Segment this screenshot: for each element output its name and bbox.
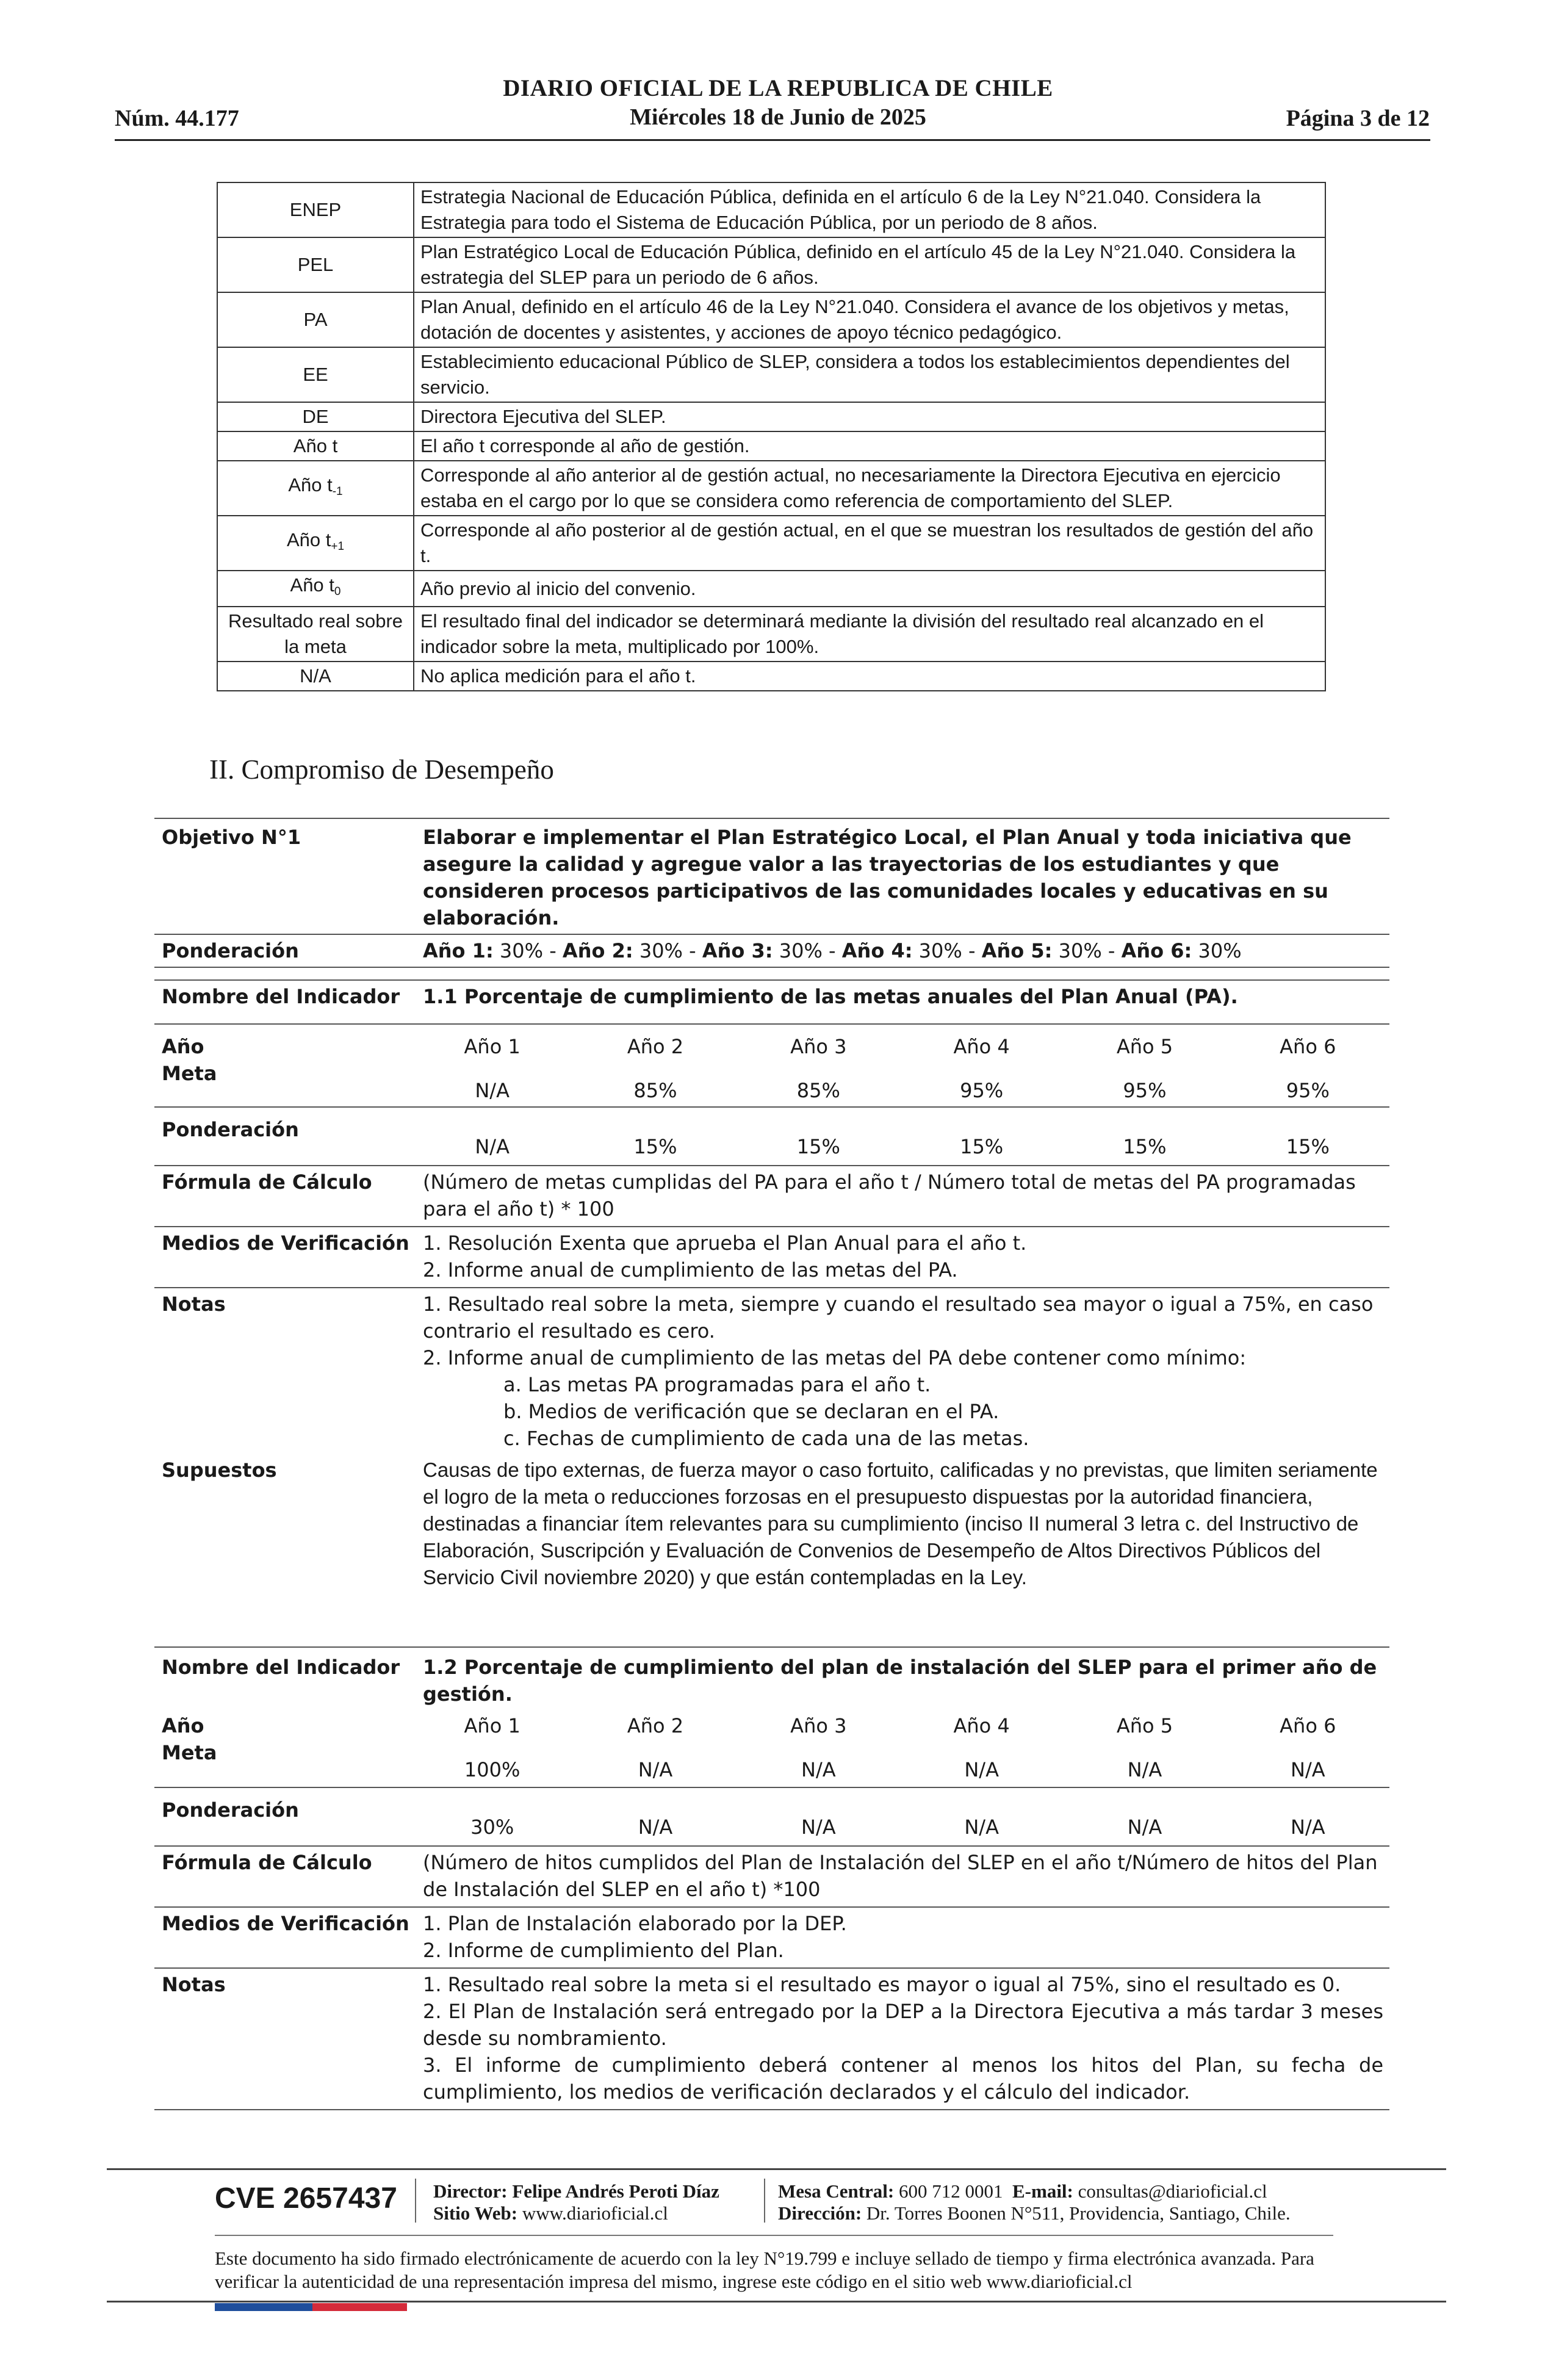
footer-director-block: [433, 2180, 719, 2224]
glossary-term-text: Año t: [288, 474, 333, 496]
weight-label: Ponderación: [162, 1798, 299, 1822]
weight-year: Año 4:: [841, 939, 913, 962]
weight-value: 15%: [796, 1135, 840, 1158]
weight-value: N/A: [1291, 1816, 1325, 1839]
weight-year: Año 1:: [423, 939, 494, 962]
objective-weights: [423, 937, 1389, 964]
section-title: II. Compromiso de Desempeño: [209, 754, 554, 785]
glossary-row: [217, 461, 1325, 516]
glossary-row: [217, 607, 1325, 662]
notes-list: [423, 1971, 1389, 2105]
goal-value: 85%: [633, 1079, 677, 1102]
verification-item: 1. Resolución Exenta que aprueba el Plan Anual para el año t.: [423, 1231, 1027, 1255]
email-link[interactable]: consultas@diarioficial.cl: [1078, 2180, 1267, 2202]
notes-row: [154, 1288, 1389, 1454]
verification-list: [423, 1230, 1389, 1283]
note-subitem: c. Fechas de cumplimiento de cada una de las metas.: [503, 1427, 1029, 1450]
glossary-definition: No aplica medición para el año t.: [414, 662, 1325, 691]
director-name: Felipe Andrés Peroti Díaz: [512, 2180, 719, 2202]
weight-value: 15%: [1123, 1135, 1167, 1158]
year-header: Año 3: [790, 1035, 847, 1058]
formula-text: (Número de hitos cumplidos del Plan de Instalación del SLEP en el año t/Número de hitos del Plan de Instalación del SLEP en el año t) *100: [423, 1851, 1378, 1901]
glossary-row: [217, 516, 1325, 571]
goal-row: [154, 1739, 1389, 1788]
phone-label: Mesa Central:: [778, 2180, 895, 2202]
year-row: [154, 1025, 1389, 1060]
verification-list: [423, 1910, 1389, 1964]
weight-value: 30%: [1058, 939, 1102, 962]
verification-label: Medios de Verificación: [162, 1231, 409, 1255]
year-header: Año 6: [1280, 1035, 1336, 1058]
year-label: Año: [162, 1714, 204, 1737]
flag-stripe-blue: [215, 2303, 312, 2311]
notes-list: [423, 1291, 1389, 1452]
glossary-definition: Estrategia Nacional de Educación Pública, definida en el artículo 6 de la Ley N°21.040. Considera la Estrategia para todo el Sistema de Educación Pública, por un periodo de 8 años.: [414, 182, 1325, 237]
issue-date: Miércoles 18 de Junio de 2025: [630, 104, 926, 130]
glossary-term: [217, 237, 414, 292]
glossary-definition: El resultado final del indicador se determinará mediante la división del resultado real alcanzado en el indicador sobre la meta, multiplicado por 100%.: [414, 607, 1325, 662]
glossary-definition: Establecimiento educacional Público de SLEP, considera a todos los establecimientos dependientes del servicio.: [414, 347, 1325, 402]
year-headers: [411, 1033, 1389, 1060]
assumptions-row: [154, 1454, 1389, 1595]
goal-value: N/A: [475, 1079, 510, 1102]
glossary-term: [217, 292, 414, 347]
footer-contact-block: [778, 2180, 1291, 2224]
glossary-row: [217, 571, 1325, 607]
weight-value: 30%: [639, 939, 683, 962]
glossary-term: [217, 571, 414, 607]
weight-value: N/A: [475, 1135, 510, 1158]
flag-stripe-red: [312, 2303, 407, 2311]
formula-row: [154, 1166, 1389, 1227]
goal-value: N/A: [1127, 1758, 1162, 1781]
address-value: Dr. Torres Boonen N°511, Providencia, Santiago, Chile.: [866, 2202, 1291, 2224]
address-label: Dirección:: [778, 2202, 862, 2224]
web-label: Sitio Web:: [433, 2202, 518, 2224]
goal-value: 95%: [960, 1079, 1004, 1102]
year-header: Año 6: [1280, 1714, 1336, 1737]
verification-item: 1. Plan de Instalación elaborado por la DEP.: [423, 1912, 847, 1935]
signature-notice: Este documento ha sido firmado electrónicamente de acuerdo con la ley N°19.799 e incluye sellado de tiempo y firma electrónica avanzada. Para verificar la autenticidad de una representación impresa del mismo, ingrese este código en el sitio web www.diarioficial.cl: [215, 2248, 1314, 2292]
glossary-table: [217, 182, 1326, 691]
footer-rule-bottom: [107, 2301, 1446, 2302]
indicator-name-row: [154, 979, 1389, 1025]
email-label: E-mail:: [1012, 2180, 1073, 2202]
verification-row: [154, 1227, 1389, 1288]
goal-value: N/A: [638, 1758, 673, 1781]
year-headers: [411, 1712, 1389, 1739]
glossary-row: [217, 431, 1325, 461]
glossary-term: [217, 347, 414, 402]
cve-code: CVE 2657437: [215, 2182, 397, 2215]
objective-weight-label: Ponderación: [162, 939, 299, 962]
glossary-definition: Año previo al inicio del convenio.: [414, 571, 1325, 607]
footer-separator: [764, 2179, 765, 2223]
weight-value: 15%: [1286, 1135, 1330, 1158]
year-header: Año 2: [627, 1035, 684, 1058]
glossary-term-text: PA: [303, 309, 328, 330]
formula-row: [154, 1847, 1389, 1908]
indicator-name-label: Nombre del Indicador: [162, 985, 400, 1008]
glossary-definition: Plan Anual, definido en el artículo 46 de la Ley N°21.040. Considera el avance de los objetivos y metas, dotación de docentes y asistentes, y acciones de apoyo técnico pedagógico.: [414, 292, 1325, 347]
glossary-term-text: EE: [303, 364, 328, 385]
weight-separator: -: [543, 939, 563, 962]
weight-separator: -: [1101, 939, 1122, 962]
note-item: 2. Informe anual de cumplimiento de las metas del PA debe contener como mínimo:: [423, 1346, 1247, 1369]
glossary-term-text: Año t: [293, 435, 338, 456]
weight-year: Año 5:: [981, 939, 1053, 962]
assumptions-text: Causas de tipo externas, de fuerza mayor o caso fortuito, calificadas y no previstas, que limiten seriamente el logro de la meta o reducciones forzosas en el presupuesto dispuestas por la autoridad financiera, destinadas a financiar ítem relevantes para su cumplimiento (inciso II numeral 3 letra c. del Instructivo de Elaboración, Suscripción y Evaluación de Convenios de Desempeño de Altos Directivos Públicos del Servicio Civil noviembre 2020) y que están contempladas en la Ley.: [423, 1459, 1378, 1588]
indicator-1-name: 1.1 Porcentaje de cumplimiento de las metas anuales del Plan Anual (PA).: [423, 985, 1238, 1008]
weight-value: 15%: [960, 1135, 1004, 1158]
glossary-term: [217, 182, 414, 237]
goal-value: 100%: [464, 1758, 520, 1781]
year-row: [154, 1710, 1389, 1739]
glossary-row: [217, 347, 1325, 402]
goal-value: 95%: [1286, 1079, 1330, 1102]
page-number: Página 3 de 12: [1286, 106, 1430, 131]
weight-value: 30%: [1198, 939, 1242, 962]
notes-row: [154, 1967, 1389, 2110]
weight-value: 30%: [918, 939, 962, 962]
glossary-row: [217, 662, 1325, 691]
year-header: Año 4: [953, 1035, 1010, 1058]
goal-value: N/A: [1291, 1758, 1325, 1781]
weight-values: [411, 1792, 1389, 1841]
footer-rule-middle: [215, 2235, 1333, 2236]
note-item: 3. El informe de cumplimiento deberá contener al menos los hitos del Plan, su fecha de cumplimiento, los medios de verificación declarados y el cálculo del indicador.: [423, 2054, 1383, 2104]
glossary-definition: Directora Ejecutiva del SLEP.: [414, 402, 1325, 431]
year-header: Año 5: [1116, 1714, 1173, 1737]
web-link[interactable]: www.diarioficial.cl: [522, 2202, 668, 2224]
glossary-term-text: PEL: [297, 254, 334, 275]
indicator-1-block: [154, 979, 1389, 1595]
goal-value: N/A: [801, 1758, 836, 1781]
assumptions-label: Supuestos: [162, 1459, 277, 1482]
goal-label: Meta: [162, 1741, 217, 1764]
weight-label: Ponderación: [162, 1118, 299, 1141]
weight-year: Año 6:: [1121, 939, 1192, 962]
note-subitem: a. Las metas PA programadas para el año t.: [503, 1373, 931, 1396]
objective-block: [154, 818, 1389, 968]
verification-label: Medios de Verificación: [162, 1912, 409, 1935]
footer-separator: [415, 2179, 416, 2223]
director-label: Director:: [433, 2180, 508, 2202]
glossary-term-subscript: +1: [331, 539, 345, 553]
indicator-name-label: Nombre del Indicador: [162, 1656, 400, 1679]
verification-item: 2. Informe anual de cumplimiento de las metas del PA.: [423, 1258, 958, 1282]
notes-label: Notas: [162, 1973, 226, 1996]
weight-value: N/A: [1127, 1816, 1162, 1839]
issue-number: Núm. 44.177: [115, 106, 239, 131]
verification-item: 2. Informe de cumplimiento del Plan.: [423, 1939, 784, 1962]
footer-rule-top: [107, 2168, 1446, 2170]
goal-value: 95%: [1123, 1079, 1167, 1102]
goal-value: N/A: [964, 1758, 999, 1781]
weight-value: N/A: [638, 1816, 673, 1839]
year-header: Año 4: [953, 1714, 1010, 1737]
goal-label: Meta: [162, 1062, 217, 1085]
goal-value: 85%: [796, 1079, 840, 1102]
glossary-term: [217, 516, 414, 571]
formula-text: (Número de metas cumplidas del PA para el año t / Número total de metas del PA programadas para el año t) * 100: [423, 1170, 1356, 1221]
note-subitem: b. Medios de verificación que se declaran en el PA.: [503, 1400, 1000, 1423]
weight-value: 15%: [633, 1135, 677, 1158]
objective-label: Objetivo N°1: [162, 826, 301, 849]
glossary-definition: Corresponde al año anterior al de gestión actual, no necesariamente la Directora Ejecutiva en ejercicio estaba en el cargo por lo que se considera como referencia de comportamiento del SLEP.: [414, 461, 1325, 516]
glossary-term-subscript: -1: [332, 485, 343, 498]
glossary-row: [217, 402, 1325, 431]
formula-label: Fórmula de Cálculo: [162, 1851, 372, 1874]
note-item: 1. Resultado real sobre la meta si el resultado es mayor o igual al 75%, sino el resultado es 0.: [423, 1973, 1341, 1996]
indicator-2-block: [154, 1646, 1389, 2110]
glossary-term-text: Año t: [286, 528, 331, 550]
year-header: Año 3: [790, 1714, 847, 1737]
glossary-definition: El año t corresponde al año de gestión.: [414, 431, 1325, 461]
formula-label: Fórmula de Cálculo: [162, 1170, 372, 1194]
glossary-term: [217, 431, 414, 461]
glossary-row: [217, 182, 1325, 237]
newspaper-title: DIARIO OFICIAL DE LA REPUBLICA DE CHILE: [503, 75, 1053, 101]
weight-year: Año 2:: [562, 939, 633, 962]
glossary-term-subscript: 0: [334, 585, 341, 598]
weight-value: N/A: [801, 1816, 836, 1839]
note-item: 2. El Plan de Instalación será entregado por la DEP a la Directora Ejecutiva a más tardar 3 meses desde su nombramiento.: [423, 2000, 1383, 2050]
indicator-2-name: 1.2 Porcentaje de cumplimiento del plan de instalación del SLEP para el primer año de gestión.: [423, 1656, 1377, 1706]
glossary-term-text: Resultado real sobre la meta: [228, 610, 403, 657]
glossary-term: [217, 607, 414, 662]
year-header: Año 1: [464, 1035, 520, 1058]
year-label: Año: [162, 1035, 204, 1058]
glossary-row: [217, 292, 1325, 347]
glossary-term-text: Año t: [290, 574, 334, 596]
weight-separator: -: [822, 939, 842, 962]
weight-year: Año 3:: [702, 939, 773, 962]
year-header: Año 1: [464, 1714, 520, 1737]
goal-values: [411, 1743, 1389, 1783]
goal-values: [411, 1064, 1389, 1104]
indicator-name-row: [154, 1646, 1389, 1710]
weight-value: 30%: [779, 939, 823, 962]
year-header: Año 5: [1116, 1035, 1173, 1058]
objective-text: Elaborar e implementar el Plan Estratégico Local, el Plan Anual y toda iniciativa que asegure la calidad y agregue valor a las trayectorias de los estudiantes y que consideren procesos participativos de las comunidades locales y educativas en su elaboración.: [423, 826, 1352, 929]
weight-separator: -: [962, 939, 982, 962]
glossary-definition: Plan Estratégico Local de Educación Pública, definido en el artículo 45 de la Ley N°21.040. Considera la estrategia del SLEP para un periodo de 6 años.: [414, 237, 1325, 292]
glossary-term-text: ENEP: [289, 199, 342, 220]
glossary-term-text: DE: [302, 406, 329, 427]
year-header: Año 2: [627, 1714, 684, 1737]
weight-value: 30%: [470, 1816, 514, 1839]
glossary-term: [217, 402, 414, 431]
weight-values: [411, 1111, 1389, 1160]
notes-label: Notas: [162, 1293, 226, 1316]
weight-row: [154, 1108, 1389, 1166]
glossary-term: [217, 662, 414, 691]
glossary-term: [217, 461, 414, 516]
weight-row: [154, 1788, 1389, 1847]
objective-weight-row: [154, 935, 1389, 968]
glossary-term-text: N/A: [300, 665, 331, 687]
glossary-definition: Corresponde al año posterior al de gestión actual, en el que se muestran los resultados de gestión del año t.: [414, 516, 1325, 571]
weight-separator: -: [682, 939, 702, 962]
verification-row: [154, 1908, 1389, 1967]
glossary-row: [217, 237, 1325, 292]
goal-row: [154, 1060, 1389, 1108]
phone-value: 600 712 0001: [899, 2180, 1003, 2202]
objective-row: [154, 818, 1389, 935]
note-item: 1. Resultado real sobre la meta, siempre y cuando el resultado sea mayor o igual a 75%, en caso contrario el resultado es cero.: [423, 1293, 1374, 1343]
weight-value: N/A: [964, 1816, 999, 1839]
weight-value: 30%: [499, 939, 544, 962]
header-rule: [115, 139, 1430, 141]
